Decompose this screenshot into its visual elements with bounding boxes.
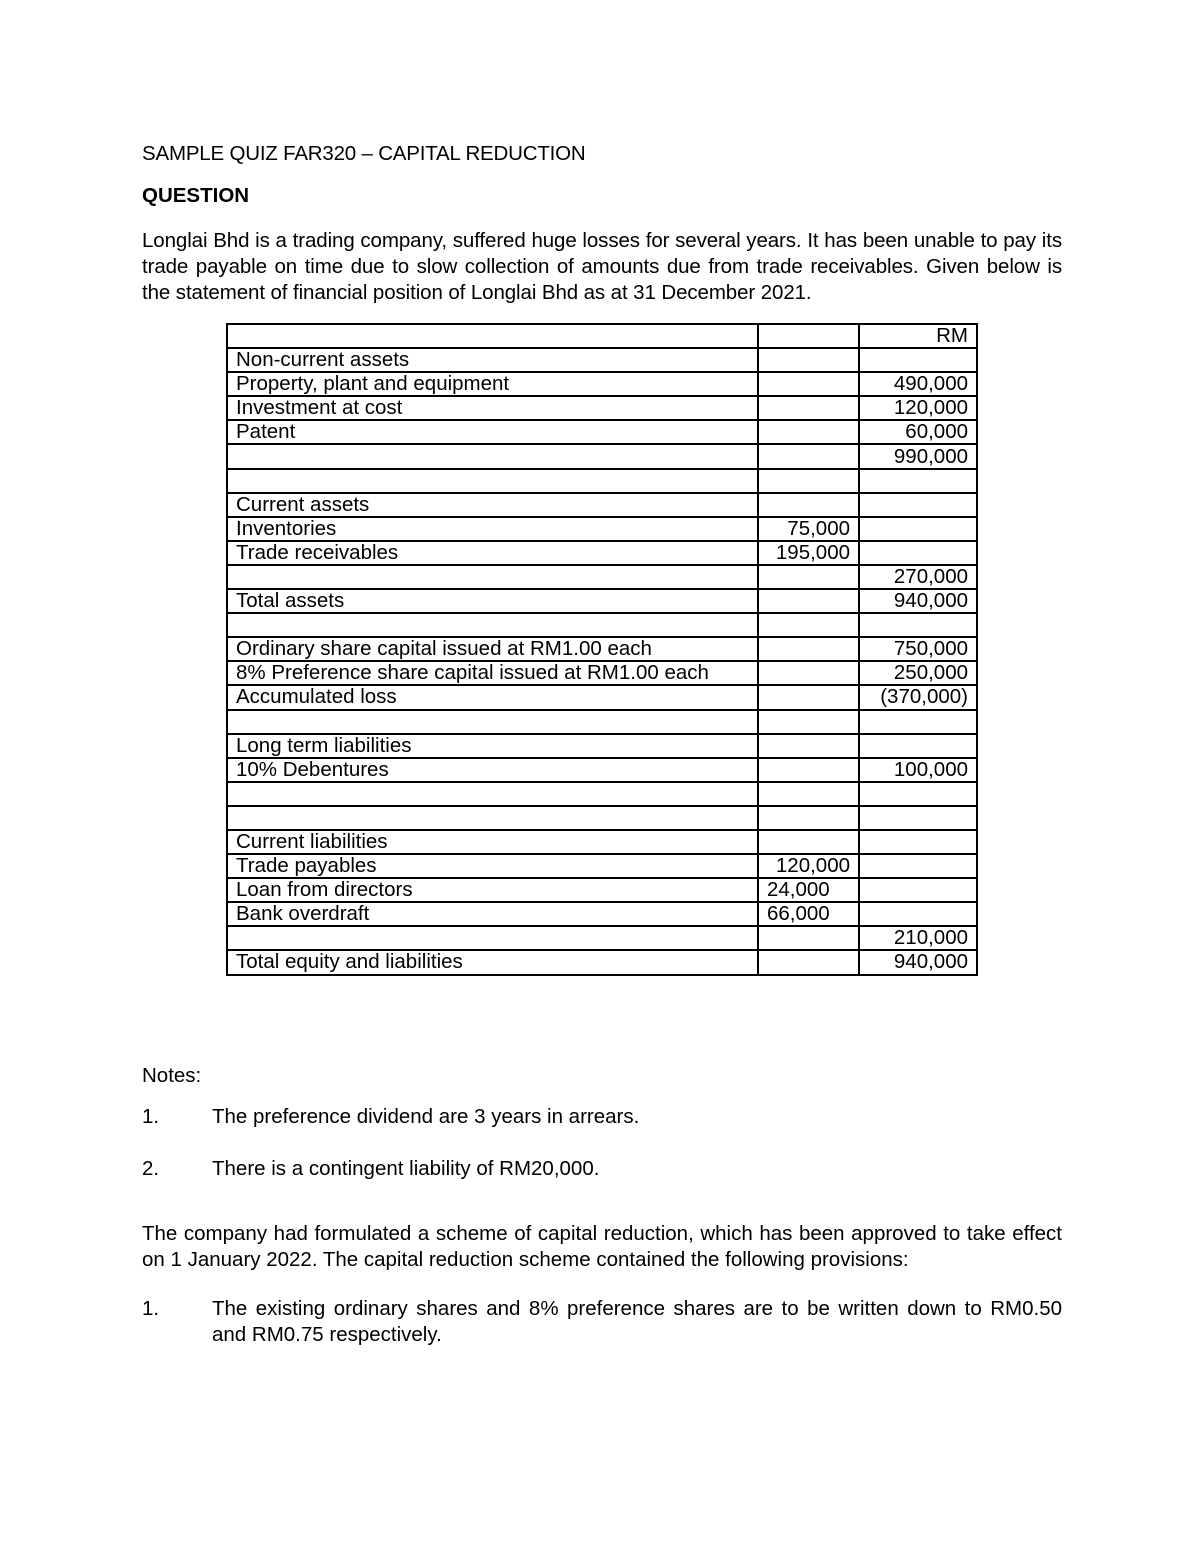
financial-position-table <box>226 323 978 976</box>
table-row <box>227 589 977 613</box>
table-row <box>227 685 977 709</box>
subtotal-value <box>758 589 859 613</box>
line-item-label: Investment at cost <box>227 396 758 420</box>
total-value <box>859 469 977 493</box>
subtotal-value <box>758 926 859 950</box>
table-row <box>227 902 977 926</box>
subtotal-value <box>758 806 859 830</box>
line-item-label <box>227 782 758 806</box>
total-value <box>859 830 977 854</box>
subtotal-value <box>758 565 859 589</box>
line-item-label: Total assets <box>227 589 758 613</box>
intro-paragraph: Longlai Bhd is a trading company, suffered huge losses for several years. It has been unable to pay its trade payable on time due to slow collection of amounts due from trade receivables. Given below is the statement of financial position of Longlai Bhd as at 31 December 2021. <box>142 229 1062 304</box>
table-row <box>227 493 977 517</box>
line-item-label <box>227 444 758 468</box>
table-row <box>227 396 977 420</box>
table-row <box>227 806 977 830</box>
total-value <box>859 493 977 517</box>
table-row <box>227 420 977 444</box>
total-value: 940,000 <box>859 589 977 613</box>
line-item-label: Non-current assets <box>227 348 758 372</box>
line-item-label: Patent <box>227 420 758 444</box>
line-item-label <box>227 613 758 637</box>
subtotal-value <box>758 493 859 517</box>
line-item-label: 8% Preference share capital issued at RM1.00 each <box>227 661 758 685</box>
provision-item <box>142 1296 1062 1356</box>
line-item-label <box>227 469 758 493</box>
line-item-label: Accumulated loss <box>227 685 758 709</box>
line-item-label: Trade payables <box>227 854 758 878</box>
subtotal-value <box>758 348 859 372</box>
subtotal-value <box>758 661 859 685</box>
table-row <box>227 854 977 878</box>
table-row <box>227 469 977 493</box>
subtotal-value <box>758 782 859 806</box>
line-item-label: Total equity and liabilities <box>227 950 758 974</box>
line-item-label: Ordinary share capital issued at RM1.00 each <box>227 637 758 661</box>
total-value <box>859 806 977 830</box>
line-item-label <box>227 926 758 950</box>
subtotal-value <box>758 830 859 854</box>
total-value: 490,000 <box>859 372 977 396</box>
table-row <box>227 661 977 685</box>
table-row <box>227 710 977 734</box>
subtotal-value: 75,000 <box>758 517 859 541</box>
total-value: 990,000 <box>859 444 977 468</box>
line-item-label: 10% Debentures <box>227 758 758 782</box>
total-value: 60,000 <box>859 420 977 444</box>
total-value: RM <box>859 324 977 348</box>
subtotal-value <box>758 444 859 468</box>
total-value <box>859 613 977 637</box>
table-row <box>227 830 977 854</box>
total-value <box>859 541 977 565</box>
table-row <box>227 348 977 372</box>
line-item-label <box>227 565 758 589</box>
subtotal-value <box>758 324 859 348</box>
total-value: (370,000) <box>859 685 977 709</box>
total-value: 750,000 <box>859 637 977 661</box>
table-row <box>227 541 977 565</box>
total-value <box>859 782 977 806</box>
line-item-label: Bank overdraft <box>227 902 758 926</box>
subtotal-value: 195,000 <box>758 541 859 565</box>
line-item-label: Trade receivables <box>227 541 758 565</box>
table-row <box>227 444 977 468</box>
line-item-label: Current assets <box>227 493 758 517</box>
total-value <box>859 878 977 902</box>
line-item-label: Property, plant and equipment <box>227 372 758 396</box>
table-row <box>227 926 977 950</box>
total-value: 940,000 <box>859 950 977 974</box>
total-value: 120,000 <box>859 396 977 420</box>
total-value <box>859 734 977 758</box>
subtotal-value <box>758 469 859 493</box>
total-value <box>859 517 977 541</box>
note-number: 2. <box>142 1157 160 1180</box>
total-value: 270,000 <box>859 565 977 589</box>
subtotal-value <box>758 950 859 974</box>
subtotal-value <box>758 637 859 661</box>
subtotal-value <box>758 710 859 734</box>
page-title: SAMPLE QUIZ FAR320 – CAPITAL REDUCTION <box>142 142 586 165</box>
table-row <box>227 878 977 902</box>
table-row <box>227 517 977 541</box>
line-item-label <box>227 806 758 830</box>
subtotal-value <box>758 734 859 758</box>
table-row <box>227 613 977 637</box>
subtotal-value <box>758 685 859 709</box>
subtotal-value: 24,000 <box>758 878 859 902</box>
provision-number: 1. <box>142 1297 160 1320</box>
total-value: 210,000 <box>859 926 977 950</box>
total-value <box>859 902 977 926</box>
subtotal-value <box>758 372 859 396</box>
table-row <box>227 637 977 661</box>
table-row <box>227 950 977 974</box>
line-item-label: Loan from directors <box>227 878 758 902</box>
total-value: 100,000 <box>859 758 977 782</box>
total-value <box>859 710 977 734</box>
table-row <box>227 782 977 806</box>
line-item-label: Long term liabilities <box>227 734 758 758</box>
subtotal-value: 120,000 <box>758 854 859 878</box>
subtotal-value <box>758 396 859 420</box>
total-value <box>859 854 977 878</box>
subtotal-value <box>758 420 859 444</box>
table-row <box>227 565 977 589</box>
table-row <box>227 758 977 782</box>
scheme-paragraph: The company had formulated a scheme of capital reduction, which has been approved to take effect on 1 January 2022. The capital reduction scheme contained the following provisions: <box>142 1222 1062 1271</box>
line-item-label: Inventories <box>227 517 758 541</box>
table-row <box>227 734 977 758</box>
note-number: 1. <box>142 1105 160 1128</box>
table-row <box>227 324 977 348</box>
note-text: The preference dividend are 3 years in arrears. <box>212 1105 640 1128</box>
line-item-label: Current liabilities <box>227 830 758 854</box>
line-item-label <box>227 324 758 348</box>
subtotal-value: 66,000 <box>758 902 859 926</box>
total-value: 250,000 <box>859 661 977 685</box>
note-text: There is a contingent liability of RM20,000. <box>212 1157 600 1180</box>
total-value <box>859 348 977 372</box>
question-heading: QUESTION <box>142 184 250 207</box>
subtotal-value <box>758 613 859 637</box>
subtotal-value <box>758 758 859 782</box>
notes-heading: Notes: <box>142 1064 202 1087</box>
provision-text: The existing ordinary shares and 8% preference shares are to be written down to RM0.50 and RM0.75 respectively. <box>212 1297 1062 1346</box>
table-row <box>227 372 977 396</box>
line-item-label <box>227 710 758 734</box>
